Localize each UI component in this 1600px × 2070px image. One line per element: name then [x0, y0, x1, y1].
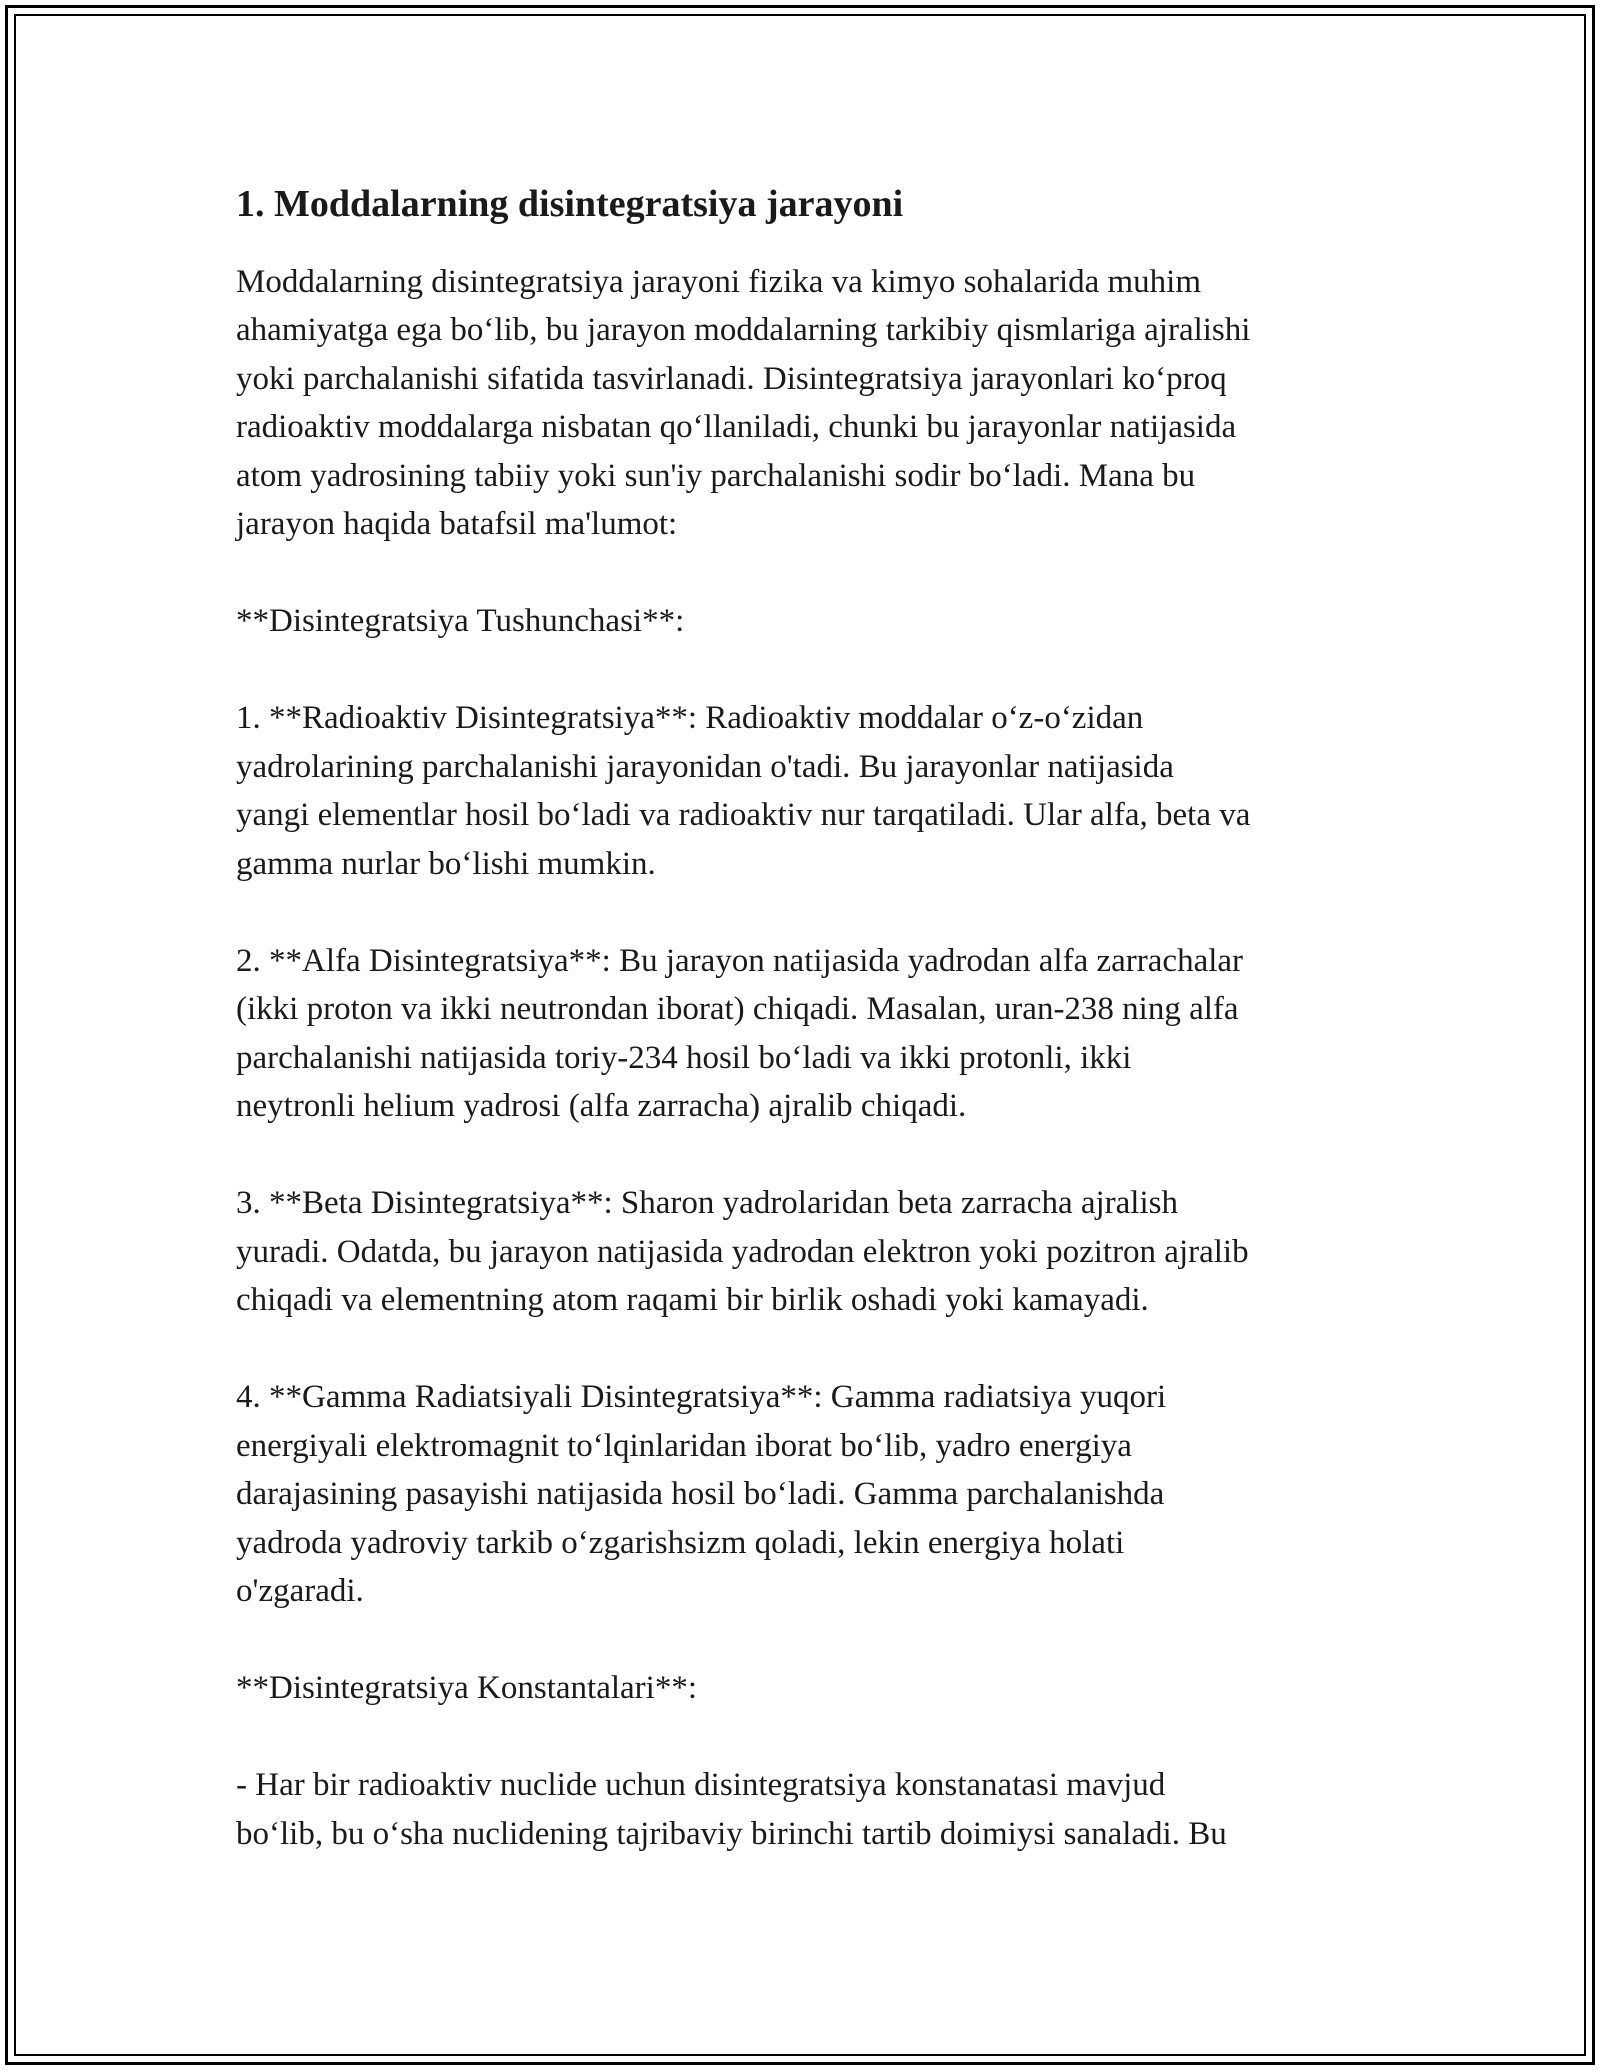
paragraph-gap: [236, 1713, 1376, 1762]
bullet-item-constant: - Har bir radioaktiv nuclide uchun disintegratsiya konstanatasi mavjud bo‘lib, bu o‘sha nuclidening tajribaviy birinchi tartib doimiysi sanaladi. Bu: [236, 1767, 1227, 1852]
paragraph-gap: [236, 1325, 1376, 1374]
section-heading-constants: **Disintegratsiya Konstantalari**:: [236, 1670, 697, 1707]
paragraph-gap: [236, 549, 1376, 598]
list-item-beta: 3. **Beta Disintegratsiya**: Sharon yadrolaridan beta zarracha ajralish yuradi. Odatda, bu jarayon natijasida yadrodan elektron yoki pozitron ajralib chiqadi va elementning atom raqami bir birlik oshadi yoki kamayadi.: [236, 1185, 1249, 1319]
paragraph-gap: [236, 646, 1376, 695]
document-body: [236, 182, 1376, 1858]
list-item-alpha: 2. **Alfa Disintegratsiya**: Bu jarayon natijasida yadrodan alfa zarrachalar (ikki proton va ikki neutrondan iborat) chiqadi. Masalan, uran-238 ning alfa parchalanishi natijasida toriy-234 hosil bo‘ladi va ikki protonli, ikki neytronli helium yadrosi (alfa zarracha) ajralib chiqadi.: [236, 942, 1244, 1125]
list-item-radioactive: 1. **Radioaktiv Disintegratsiya**: Radioaktiv moddalar o‘z-o‘zidan yadrolarining parchalanishi jarayonidan o'tadi. Bu jarayonlar natijasida yangi elementlar hosil bo‘ladi va radioaktiv nur tarqatiladi. Ular alfa, beta va gamma nurlar bo‘lishi mumkin.: [236, 700, 1251, 882]
page-title: 1. Moddalarning disintegratsiya jarayoni: [236, 183, 904, 225]
paragraph-gap: [236, 1616, 1376, 1665]
intro-paragraph: Moddalarning disintegratsiya jarayoni fizika va kimyo sohalarida muhim ahamiyatga ega bo‘lib, bu jarayon moddalarning tarkibiy qismlariga ajralishi yoki parchalanishi sifatida tasvirlanadi. Disintegratsiya jarayonlari ko‘proq radioaktiv moddalarga nisbatan qo‘llaniladi, chunki bu jarayonlar natijasida atom yadrosining tabiiy yoki sun'iy parchalanishi sodir bo‘ladi. Mana bu jarayon haqida batafsil ma'lumot:: [236, 263, 1251, 543]
list-item-gamma: 4. **Gamma Radiatsiyali Disintegratsiya**: Gamma radiatsiya yuqori energiyali elektromagnit to‘lqinlaridan iborat bo‘lib, yadro energiya darajasining pasayishi natijasida hosil bo‘ladi. Gamma parchalanishda yadroda yadroviy tarkib o‘zgarishsizm qoladi, lekin energiya holati o'zgaradi.: [236, 1379, 1167, 1610]
paragraph-gap: [236, 1131, 1376, 1180]
paragraph-gap: [236, 888, 1376, 937]
section-heading-concept: **Disintegratsiya Tushunchasi**:: [236, 603, 685, 640]
